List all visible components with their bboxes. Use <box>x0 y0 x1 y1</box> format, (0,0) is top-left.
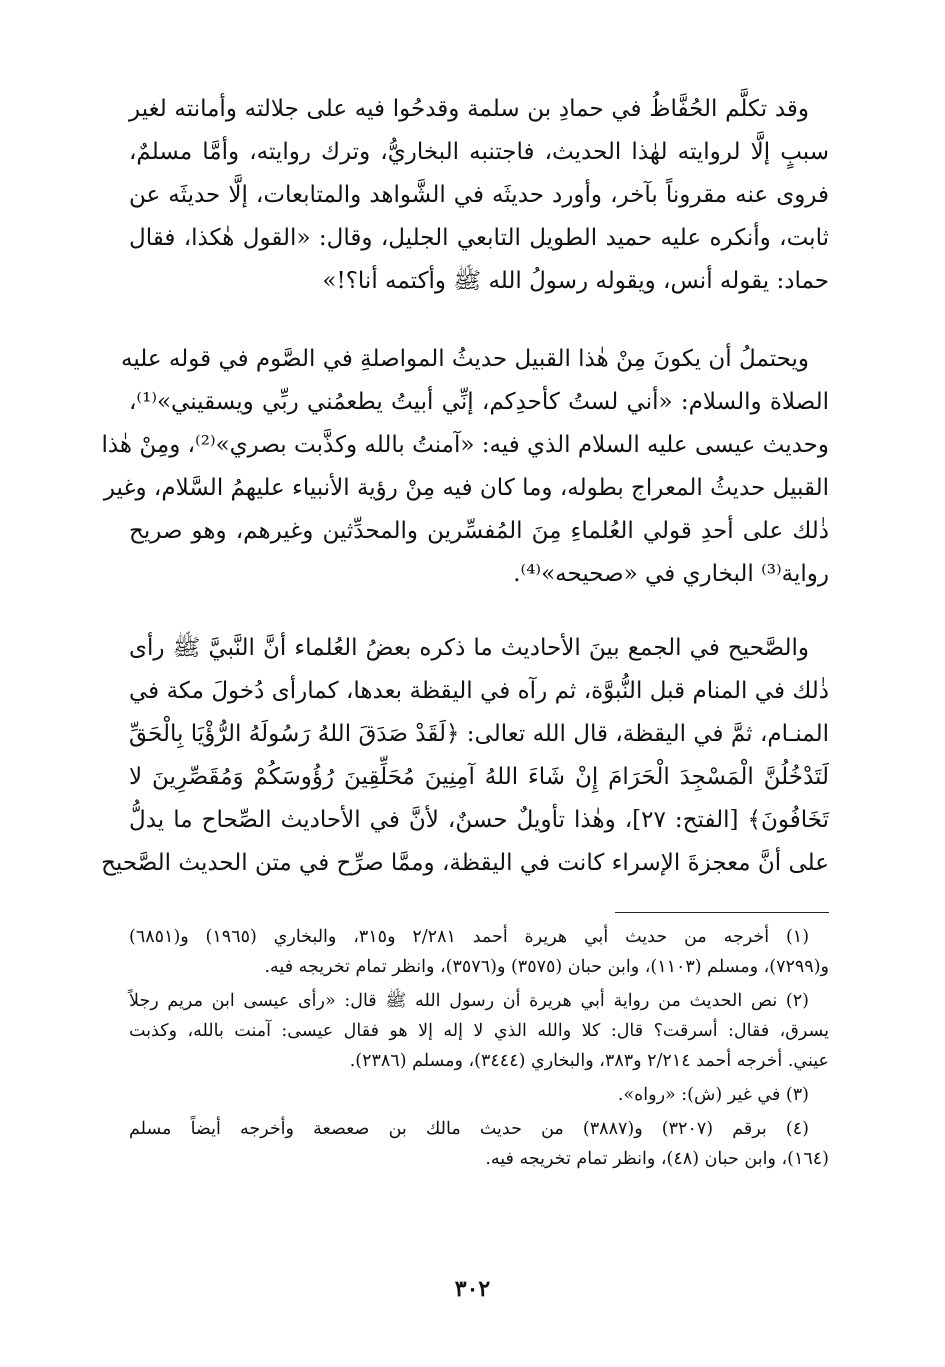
body-paragraph-1 <box>129 88 829 303</box>
text-line: وقد تكلَّم الحُفَّاظُ في حمادِ بن سلمة وقدحُوا فيه على جلالته وأمانته لغير <box>129 96 809 122</box>
body-paragraph-2 <box>101 338 829 596</box>
text-line: القبيل حديثُ المعراج بطوله، وما كان فيه مِنْ رؤية الأنبياء عليهمُ السَّلام، وغير <box>103 475 829 501</box>
text-line: ويحتملُ أن يكونَ مِنْ هٰذا القبيل حديثُ المواصلةِ في الصَّوم في قوله عليه <box>121 346 809 372</box>
text-line: والصَّحيح في الجمع بينَ الأحاديث ما ذكره بعضُ العُلماء أنَّ النَّبيَّ ﷺ رأى <box>129 635 809 661</box>
body-paragraph-3 <box>101 627 829 885</box>
text-line: المنـام، ثمَّ في اليقظة، قال الله تعالى: ﴿لَقَدْ صَدَقَ اللهُ رَسُولَهُ الرُّؤْيَا بِالْحَقِّ <box>129 721 829 747</box>
footnote-separator <box>615 912 829 913</box>
footnote-line: يسرق، فقال: أسرقت؟ قال: كلا والله الذي لا إله إلا هو فقال عيسى: آمنت بالله، وكذبت <box>129 1021 829 1041</box>
text-line: لَتَدْخُلُنَّ الْمَسْجِدَ الْحَرَامَ إِنْ شَاءَ اللهُ آمِنِينَ مُحَلِّقِينَ رُؤُوسَكُمْ وَمُقَصِّرِينَ لا <box>129 764 829 790</box>
text-line: وحديث عيسى عليه السلام الذي فيه: «آمنتُ بالله وكذَّبت بصري»⁽²⁾، ومِنْ هٰذا <box>101 432 829 458</box>
footnote-1 <box>129 922 829 982</box>
text-line: رواية⁽³⁾ البخاري في «صحيحه»⁽⁴⁾. <box>513 561 829 587</box>
text-line: سببٍ إلَّا لروايته لهٰذا الحديث، فاجتنبه البخاريُّ، وترك روايته، وأمَّا مسلمٌ، <box>129 139 829 165</box>
footnote-line: عيني. أخرجه أحمد ٢/٢١٤ و٣٨٣، والبخاري (٣٤٤٤)، ومسلم (٢٣٨٦). <box>349 1051 829 1071</box>
text-line: ذٰلك في المنام قبل النُّبوَّة، ثم رآه في اليقظة بعدها، كمارأى دُخولَ مكة في <box>129 678 829 704</box>
footnote-line: و(٧٢٩٩)، ومسلم (١١٠٣)، وابن حبان (٣٥٧٥) و(٣٥٧٦)، وانظر تمام تخريجه فيه. <box>264 957 829 977</box>
text-line: فروى عنه مقروناً بآخر، وأورد حديثَه في الشَّواهد والمتابعات، إلَّا حديثَه عن <box>129 182 829 208</box>
footnote-line: (١) أخرجه من حديث أبي هريرة أحمد ٢/٢٨١ و٣١٥، والبخاري (١٩٦٥) و(٦٨٥١) <box>129 927 810 947</box>
page-number: ٣٠٢ <box>454 1276 491 1302</box>
footnotes <box>129 922 829 1178</box>
footnote-2 <box>129 986 829 1076</box>
footnote-line: (٤) برقم (٣٢٠٧) و(٣٨٨٧) من حديث مالك بن صعصعة وأخرجه أيضاً مسلم <box>129 1119 809 1139</box>
text-line: ثابت، وأنكره عليه حميد الطويل التابعي الجليل، وقال: «القول هٰكذا، فقال <box>129 225 829 251</box>
text-line: الصلاة والسلام: «أني لستُ كأحدِكم، إنِّي أبيتُ يطعمُني ربِّي ويسقيني»⁽¹⁾، <box>129 389 829 415</box>
text-line: ذٰلك على أحدِ قولي العُلماءِ مِنَ المُفسِّرين والمحدِّثين وغيرهم، وهو صريح <box>129 518 829 544</box>
text-line: حماد: يقوله أنس، ويقوله رسولُ الله ﷺ وأكتمه أنا؟!» <box>322 268 829 294</box>
text-line: تَخَافُونَ﴾ [الفتح: ٢٧]، وهٰذا تأويلٌ حسنٌ، لأنَّ في الأحاديث الصِّحاح ما يدلُّ <box>129 807 829 833</box>
footnote-line: (٢) نص الحديث من رواية أبي هريرة أن رسول الله ﷺ قال: «رأى عيسى ابن مريم رجلاً <box>129 991 809 1011</box>
footnote-3 <box>129 1080 829 1110</box>
footnote-line: (٣) في غير (ش): «رواه». <box>617 1085 809 1105</box>
footnote-line: (١٦٤)، وابن حبان (٤٨)، وانظر تمام تخريجه فيه. <box>485 1149 829 1169</box>
footnote-4 <box>129 1114 829 1174</box>
text-line: على أنَّ معجزةَ الإسراء كانت في اليقظة، وممَّا صرِّح في متن الحديث الصَّحيح <box>101 850 829 876</box>
